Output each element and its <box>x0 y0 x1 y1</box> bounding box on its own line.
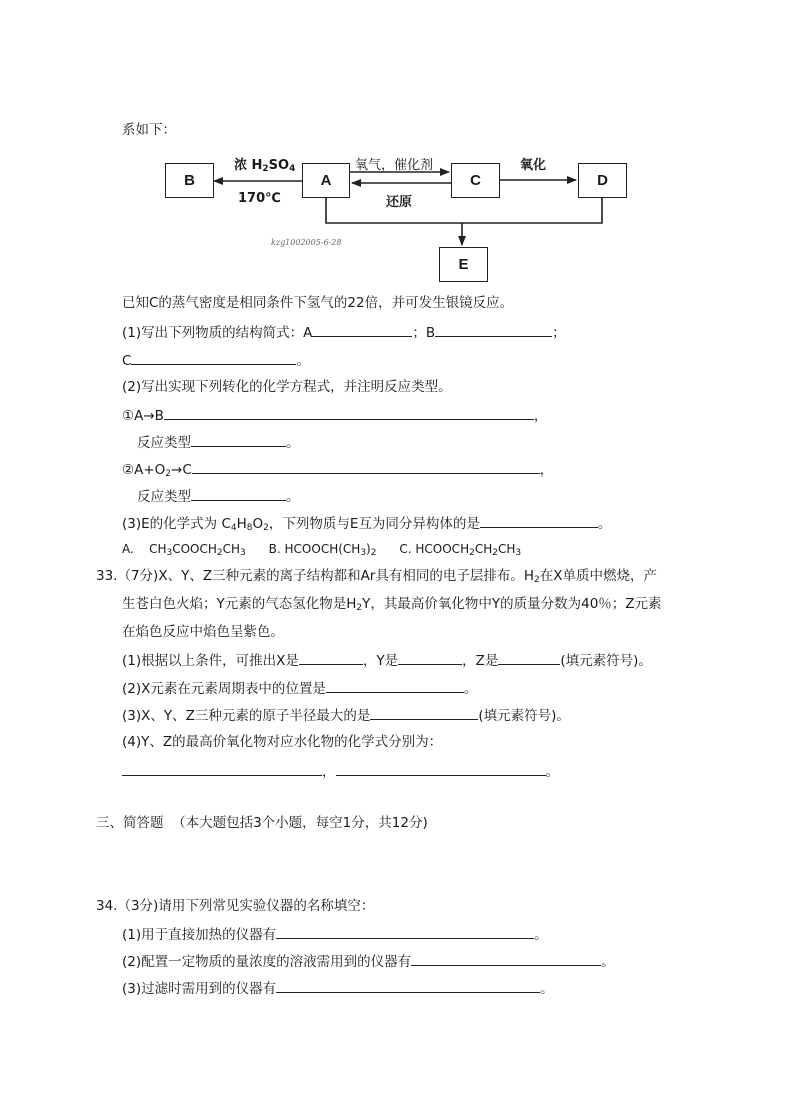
q33-part-2: (2)X元素在元素周期表中的位置是 。 <box>122 678 477 698</box>
box-c: C <box>451 163 500 198</box>
answer-blank-eq2[interactable] <box>192 459 540 474</box>
q33-part-4-answers: ， 。 <box>122 761 559 781</box>
q1-c-line: C 。 <box>122 350 310 370</box>
q2-type-1: 反应类型 。 <box>137 432 300 452</box>
q1-line: (1)写出下列物质的结构简式：A ；B ； <box>122 322 566 342</box>
q33-stem-2: 生苍白色火焰；Y元素的气态氢化物是$H_2Y$，其最高价氧化物中Y的质量分数为40％；Z元素 <box>122 596 662 613</box>
answer-blank-c[interactable] <box>131 350 296 365</box>
answer-blank-heating[interactable] <box>276 924 534 939</box>
box-b: B <box>165 163 214 198</box>
section-3-heading: 三、简答题 （本大题包括3个小题，每空1分，共12分) <box>96 815 428 831</box>
answer-blank-a[interactable] <box>312 322 412 337</box>
answer-blank-type2[interactable] <box>191 486 286 501</box>
q3-options <box>122 540 521 558</box>
box-a: A <box>302 163 350 198</box>
connector-d-to-e <box>462 197 602 223</box>
diagram-arrows <box>0 0 790 300</box>
label-oxidation: 氧化 <box>520 158 547 173</box>
q2-reaction-1: ①A→B ， <box>122 405 547 425</box>
known-condition: 已知C的蒸气密度是相同条件下氢气的22倍，并可发生银镜反应。 <box>122 295 514 311</box>
q34-part-1: (1)用于直接加热的仪器有 。 <box>122 924 548 944</box>
intro-text: 系如下： <box>122 122 176 138</box>
answer-blank-y[interactable] <box>398 650 462 665</box>
answer-blank-type1[interactable] <box>191 432 286 447</box>
q33-part-3: (3)X、Y、Z三种元素的原子半径最大的是 (填元素符号)。 <box>122 705 570 725</box>
q2-prompt: (2)写出实现下列转化的化学方程式，并注明反应类型。 <box>122 379 452 395</box>
q34-part-2: (2)配置一定物质的量浓度的溶液需用到的仪器有 。 <box>122 951 615 971</box>
answer-blank-filtration[interactable] <box>276 978 540 993</box>
q34-part-3: (3)过滤时需用到的仪器有 。 <box>122 978 554 998</box>
q2-type-2: 反应类型 。 <box>137 486 300 506</box>
answer-blank-radius[interactable] <box>370 705 478 720</box>
option-c: C. $HCOOCH_2CH_2CH_3$ <box>399 542 522 558</box>
answer-blank-eq1[interactable] <box>164 405 534 420</box>
label-temperature: 170℃ <box>238 191 281 206</box>
q33-stem-1: 33.（7分)X、Y、Z三种元素的离子结构都和Ar具有相同的电子层排布。$H_2$在X单质中燃烧，产 <box>96 568 657 585</box>
label-conc-sulfuric-acid: 浓 $H_2SO_4$ <box>234 158 296 174</box>
answer-blank-y-acid[interactable] <box>122 761 322 776</box>
answer-blank-x[interactable] <box>299 650 363 665</box>
q33-stem-3: 在焰色反应中焰色呈紫色。 <box>122 624 284 640</box>
q33-part-4: (4)Y、Z的最高价氧化物对应水化物的化学式分别为： <box>122 734 443 750</box>
option-b: B. $HCOOCH(CH_3)_2$ <box>268 542 377 558</box>
answer-blank-position[interactable] <box>326 678 464 693</box>
answer-blank-z-base[interactable] <box>336 761 546 776</box>
box-e: E <box>439 247 488 282</box>
answer-blank-z[interactable] <box>498 650 560 665</box>
diagram-watermark: kzg1002005-6-28 <box>271 238 342 247</box>
option-a: A. $CH_3COOCH_2CH_3$ <box>122 542 246 558</box>
label-reduction: 还原 <box>386 195 413 210</box>
q2-reaction-2: $②A+O_2\to C$ ， <box>122 459 553 479</box>
box-d: D <box>578 163 627 198</box>
label-oxygen-catalyst: 氧气，催化剂 <box>355 158 434 173</box>
answer-blank-solution[interactable] <box>411 951 601 966</box>
q33-part-1: (1)根据以上条件，可推出X是 ，Y是 ，Z是 (填元素符号)。 <box>122 650 652 670</box>
answer-blank-isomer[interactable] <box>480 513 598 528</box>
q3-line: (3)E的化学式为 $C_4H_8O_2$，下列物质与E互为同分异构体的是 。 <box>122 513 611 533</box>
q34-stem: 34.（3分)请用下列常见实验仪器的名称填空： <box>96 898 375 914</box>
answer-blank-b[interactable] <box>435 322 552 337</box>
